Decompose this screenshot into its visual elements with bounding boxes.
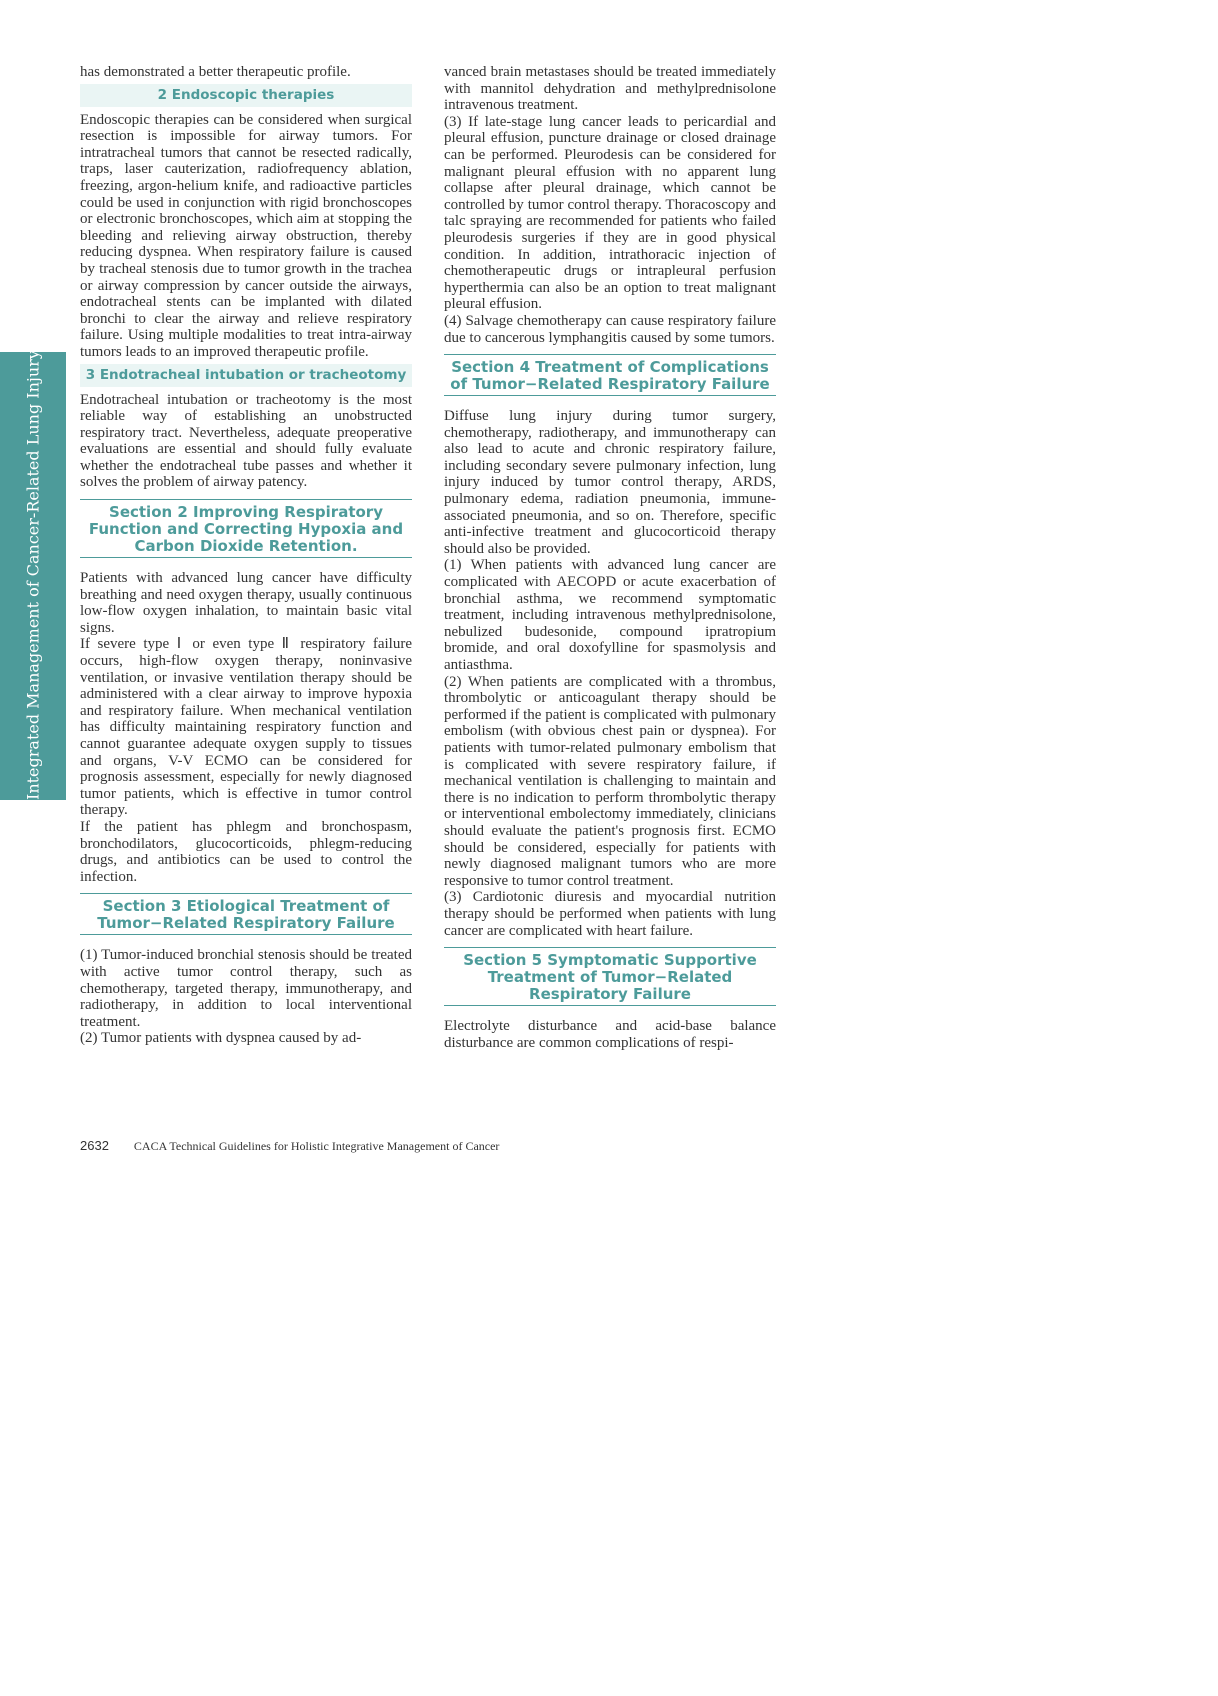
subheading-intubation: 3 Endotracheal intubation or tracheotomy [80, 364, 412, 387]
page-number: 2632 [80, 1138, 109, 1153]
section-3-heading: Section 3 Etiological Treatment of Tumor−Related Respiratory Failure [80, 893, 412, 935]
side-tab-label: Integrated Management of Cancer-Related Lung Injury [23, 350, 43, 800]
section-5-heading: Section 5 Symptomatic Supportive Treatment of Tumor−Related Respiratory Failure [444, 947, 776, 1006]
paragraph: If severe type Ⅰ or even type Ⅱ respiratory failure occurs, high-flow oxygen therapy, noninvasive ventilation, or invasive ventilation therapy should be administered with a clear airway to improve hypoxia and respiratory failure. When mechanical ventilation has difficulty maintaining respiratory function and cannot guarantee adequate oxygen supply to tissues and organs, V-V ECMO can be considered for prognosis assessment, especially for newly diagnosed tumor patients, which is effective in tumor control therapy. [80, 636, 412, 819]
side-tab [0, 352, 66, 800]
section-4-heading: Section 4 Treatment of Complications of Tumor−Related Respiratory Failure [444, 354, 776, 396]
paragraph: (2) When patients are complicated with a thrombus, thrombolytic or anticoagulant therapy should be performed if the patient is complicated with pulmonary embolism (with obvious chest pain or dyspnea). For patients with tumor-related pulmonary embolism that is complicated with severe respiratory failure, if mechanical ventilation is challenging to maintain and there is no indication to perform thrombolytic therapy or interventional embolectomy immediately, clinicians should evaluate the patient's prognosis first. ECMO should be considered, especially for patients with newly diagnosed malignant tumors who are more responsive to tumor control treatment. [444, 673, 776, 889]
paragraph: Endotracheal intubation or tracheotomy is the most reliable way of establishing an unobstructed respiratory tract. Nevertheless, adequate preoperative evaluations are essential and should fully evaluate whether the endotracheal tube passes and whether it solves the problem of airway patency. [80, 391, 412, 491]
paragraph: (4) Salvage chemotherapy can cause respiratory failure due to cancerous lymphangitis caused by some tumors. [444, 312, 776, 346]
paragraph: Diffuse lung injury during tumor surgery, chemotherapy, radiotherapy, and immunotherapy can also lead to acute and chronic respiratory failure, including secondary severe pulmonary infection, lung injury induced by tumor control therapy, ARDS, pulmonary edema, radiation pneumonia, immune-associated pneumonia, and so on. Therefore, specific anti-infective treatment and glucocorticoid therapy should also be provided. [444, 408, 776, 557]
paragraph: vanced brain metastases should be treated immediately with mannitol dehydration and methylprednisolone intravenous treatment. [444, 64, 776, 114]
paragraph: Endoscopic therapies can be considered when surgical resection is impossible for airway tumors. For intratracheal tumors that cannot be resected radically, traps, laser cauterization, radiofrequency ablation, freezing, argon-helium knife, and radioactive particles could be used in conjunction with rigid bronchoscopes or electronic bronchoscopes, which aim at stopping the bleeding and relieving airway obstruction, thereby reducing dyspnea. When respiratory failure is caused by tracheal stenosis due to tumor growth in the trachea or airway compression by cancer outside the airways, endotracheal stents can be implanted with dilated bronchi to clear the airway and relieve respiratory failure. Using multiple modalities to treat intra-airway tumors leads to an improved therapeutic profile. [80, 111, 412, 360]
running-title: CACA Technical Guidelines for Holistic Integrative Management of Cancer [133, 1139, 500, 1153]
paragraph: (1) Tumor-induced bronchial stenosis should be treated with active tumor control therapy, such as chemotherapy, targeted therapy, immunotherapy, and radiotherapy, in addition to local interventional treatment. [80, 947, 412, 1030]
paragraph: Patients with advanced lung cancer have difficulty breathing and need oxygen therapy, usually continuous low-flow oxygen inhalation, to maintain basic vital signs. [80, 570, 412, 636]
section-2-heading: Section 2 Improving Respiratory Function and Correcting Hypoxia and Carbon Dioxide Retention. [80, 499, 412, 558]
paragraph: (3) Cardiotonic diuresis and myocardial nutrition therapy should be performed when patients with lung cancer are complicated with heart failure. [444, 889, 776, 939]
left-column [80, 64, 412, 1047]
page-footer [80, 1138, 499, 1154]
right-column [444, 64, 776, 1051]
paragraph: If the patient has phlegm and bronchospasm, bronchodilators, glucocorticoids, phlegm-reducing drugs, and antibiotics can be used to control the infection. [80, 818, 412, 885]
paragraph: (1) When patients with advanced lung cancer are complicated with AECOPD or acute exacerbation of bronchial asthma, we recommend symptomatic treatment, including intravenous methylprednisolone, nebulized budesonide, compound ipratropium bromide, and oral doxofylline for spasmolysis and antiasthma. [444, 557, 776, 673]
paragraph: has demonstrated a better therapeutic profile. [80, 64, 351, 80]
paragraph: (2) Tumor patients with dyspnea caused by ad- [80, 1030, 362, 1047]
paragraph: Electrolyte disturbance and acid-base balance disturbance are common complications of respi- [444, 1018, 776, 1051]
subheading-endoscopic: 2 Endoscopic therapies [80, 84, 412, 107]
paragraph: (3) If late-stage lung cancer leads to pericardial and pleural effusion, puncture drainage or closed drainage can be performed. Pleurodesis can be considered for malignant pleural effusion with no apparent lung collapse after pleural drainage, which cannot be controlled by tumor control therapy. Thoracoscopy and talc spraying are recommended for patients who failed pleurodesis surgeries if they are in good physical condition. In addition, intrathoracic injection of chemotherapeutic drugs or intrapleural perfusion hyperthermia can also be an option to treat malignant pleural effusion. [444, 113, 776, 313]
